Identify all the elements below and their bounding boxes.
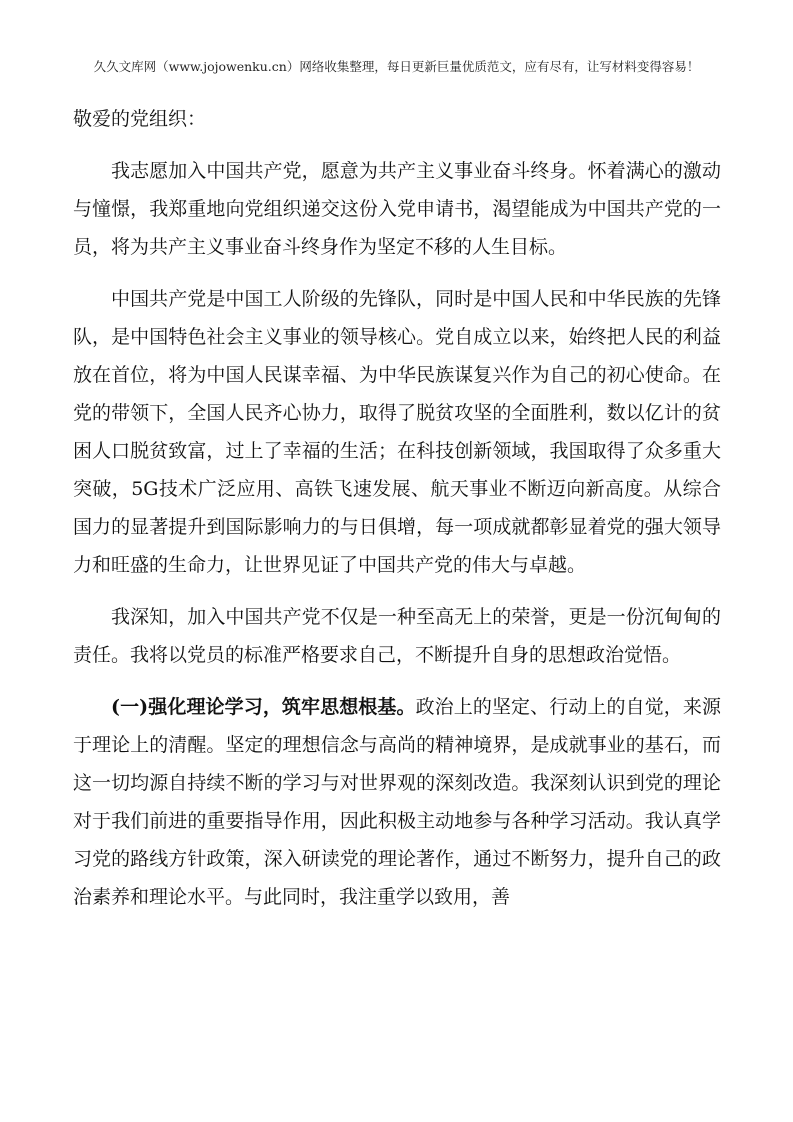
paragraph-theory-study <box>73 688 721 916</box>
paragraph-party-description: 中国共产党是中国工人阶级的先锋队，同时是中国人民和中华民族的先锋队，是中国特色社会主义事业的领导核心。党自成立以来，始终把人民的利益放在首位，将为中国人民谋幸福、为中华民族谋复兴作为自己的初心使命。在党的带领下，全国人民齐心协力，取得了脱贫攻坚的全面胜利，数以亿计的贫困人口脱贫致富，过上了幸福的生活；在科技创新领域，我国取得了众多重大突破，5G技术广泛应用、高铁飞速发展、航天事业不断迈向新高度。从综合国力的显著提升到国际影响力的与日俱增，每一项成就都彰显着党的强大领导力和旺盛的生命力，让世界见证了中国共产党的伟大与卓越。 <box>73 288 721 576</box>
paragraph-responsibility: 我深知，加入中国共产党不仅是一种至高无上的荣誉，更是一份沉甸甸的责任。我将以党员的标准严格要求自己，不断提升自身的思想政治觉悟。 <box>73 606 721 666</box>
page-header: 久久文库网（www.jojowenku.cn）网络收集整理，每日更新巨量优质范文，应有尽有，让写材料变得容易！ <box>93 59 700 74</box>
salutation: 敬爱的党组织： <box>73 108 207 130</box>
document-body <box>73 100 721 930</box>
paragraph-theory-study-text: 政治上的坚定、行动上的自觉，来源于理论上的清醒。坚定的理想信念与高尚的精神境界，是成就事业的基石，而这一切均源自持续不断的学习与对世界观的深刻改造。我深刻认识到党的理论对于我们前进的重要指导作用，因此积极主动地参与各种学习活动。我认真学习党的路线方针政策，深入研读党的理论著作，通过不断努力，提升自己的政治素养和理论水平。与此同时，我注重学以致用，善 <box>73 696 721 908</box>
paragraph-intro: 我志愿加入中国共产党，愿意为共产主义事业奋斗终身。怀着满心的激动与憧憬，我郑重地向党组织递交这份入党申请书，渴望能成为中国共产党的一员，将为共产主义事业奋斗终身作为坚定不移的人生目标。 <box>73 160 721 258</box>
section-heading-theory-study: (一)强化理论学习，筑牢思想根基。 <box>111 696 416 718</box>
